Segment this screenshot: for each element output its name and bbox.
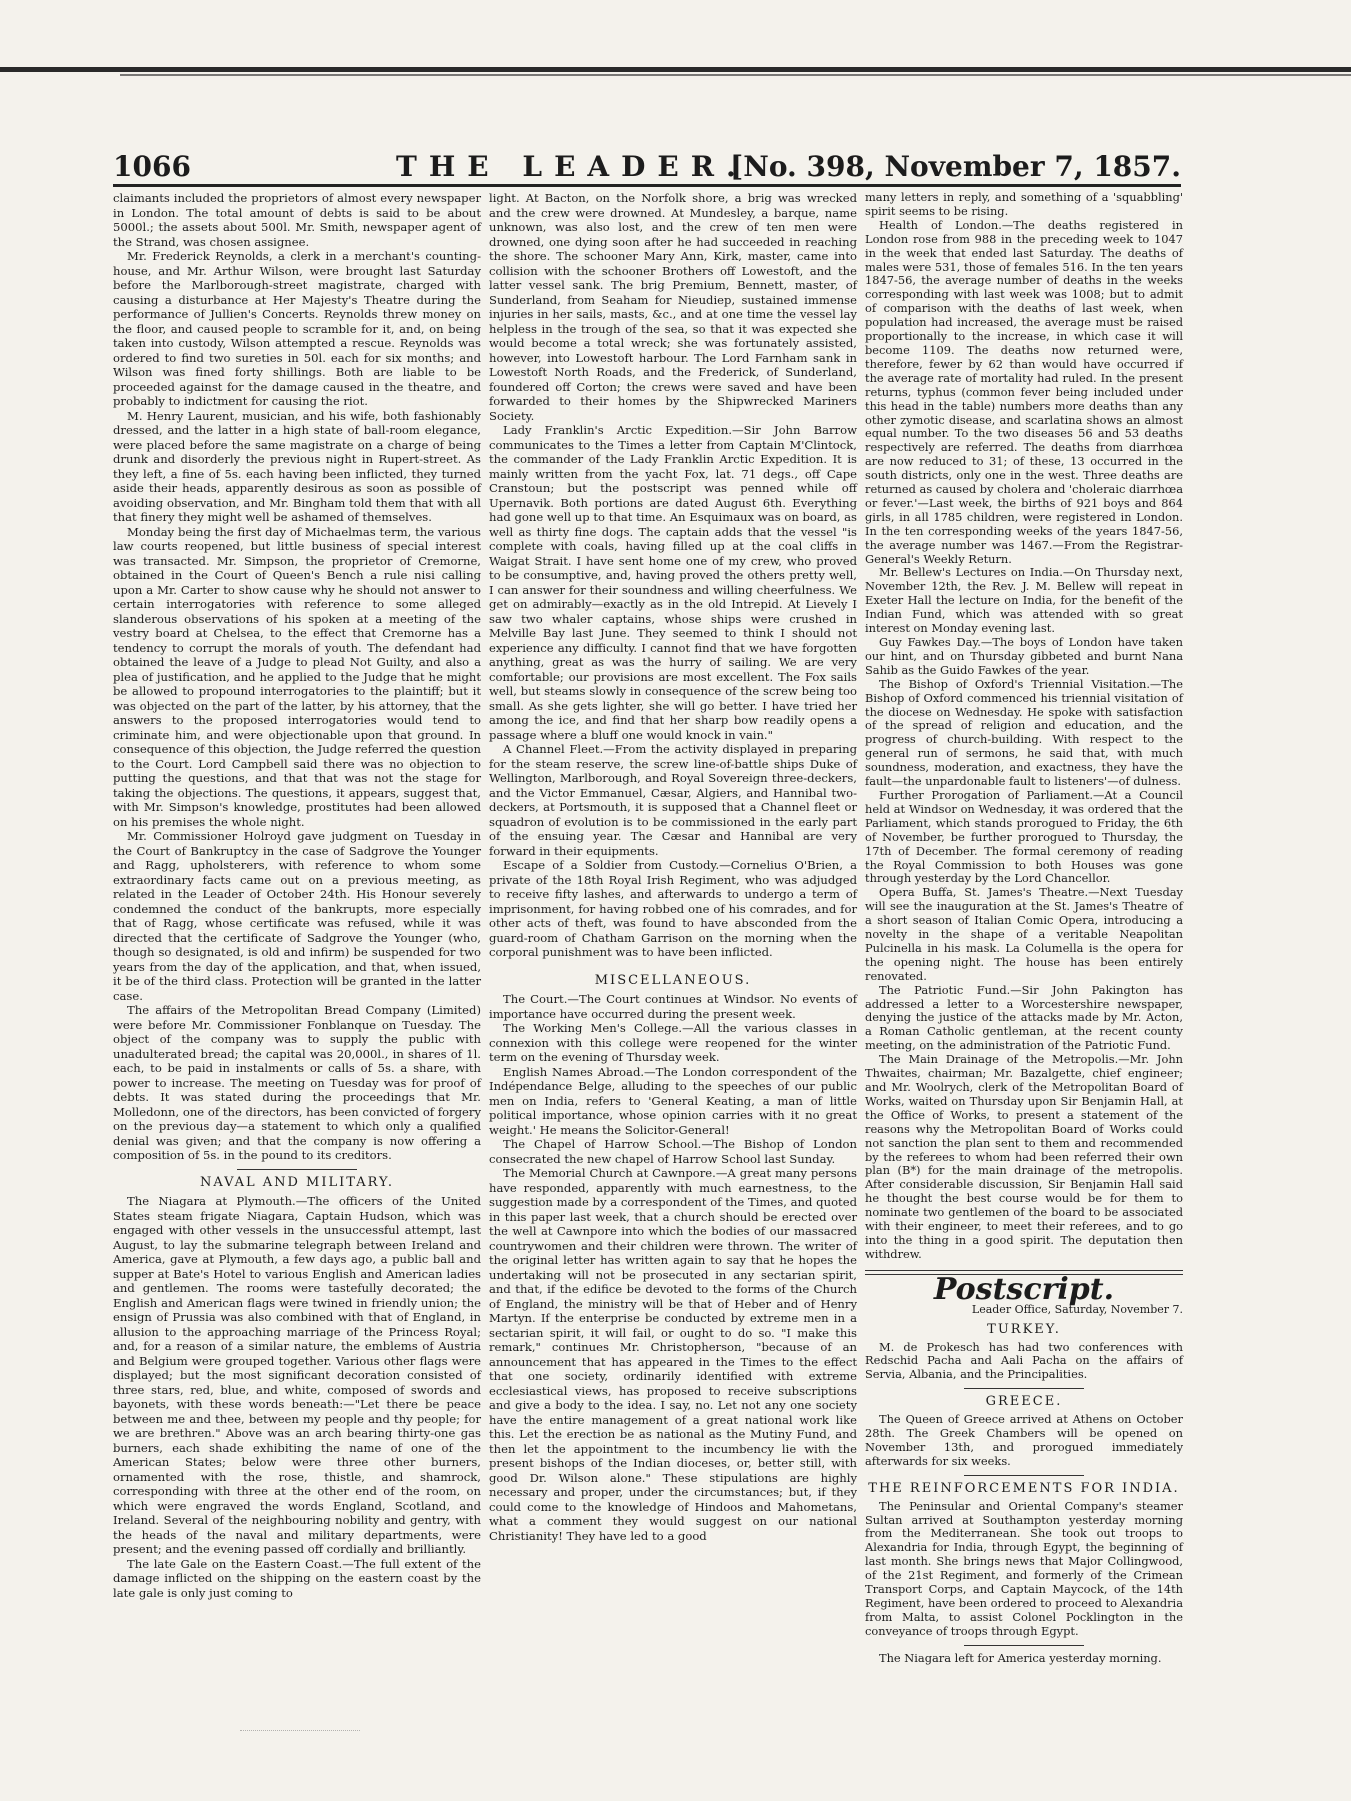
paragraph: English Names Abroad.—The London correspondent of the Indépendance Belge, alluding to the speeches of our public men on India, refers to 'General Keating, a man of little political importance, whose opinion carries with it no great weight.' He means the Solicitor-General! bbox=[489, 1064, 857, 1137]
paragraph: The Niagara left for America yesterday morning. bbox=[879, 1650, 1162, 1665]
section-heading-india: THE REINFORCEMENTS FOR INDIA. bbox=[868, 1480, 1180, 1496]
paragraph: The Chapel of Harrow School.—The Bishop of London consecrated the new chapel of Harrow School last Sunday. bbox=[489, 1137, 857, 1166]
paragraph: Lady Franklin's Arctic Expedition.—Sir John Barrow communicates to the Times a letter from Captain M'Clintock, the commander of the Lady Franklin Arctic Expedition. It is mainly written from the yacht Fox, lat. 71 degs., off Cape Cranstoun; but the postscript was penned while off Upernavik. Both portions are dated August 6th. Everything had gone well up to that time. An Esquimaux was on board, as well as thirty fine dogs. The captain adds that the vessel "is complete with coals, having filled up at the coal cliffs in Waigat Strait. I have sent home one of my crew, who proved to be consumptive, and, having proved the others pretty well, I can answer for their soundness and willing cheerfulness. We get on admirably—exactly as in the old Intrepid. At Lievely I saw two whaler captains, whose ships were crushed in Melville Bay last June. They seemed to think I should not experience any difficulty. I cannot find that we have forgotten anything, great as was the hurry of sailing. We are very comfortable; our provisions are most excellent. The Fox sails well, but steams slowly in consequence of the screw being too small. As she gets lighter, she will go better. I have tried her among the ice, and find that her sharp bow readily opens a passage where a bluff one would knock in vain." bbox=[489, 423, 857, 742]
paragraph: Health of London.—The deaths registered in London rose from 988 in the preceding week to 1047 in the week that ended last Saturday. The deaths of males were 531, those of females 516. In the ten years 1847-56, the average number of deaths in the weeks corresponding with last week was 1008; but to admit of comparison with the deaths of last week, when population had increased, the average must be raised proportionally to the increase, in which case it will become 1109. The deaths now returned were, therefore, fewer by 62 than would have occurred if the average rate of mortality had ruled. In the present returns, typhus (common fever being included under this head in the table) numbers more deaths than any other zymotic disease, and scarlatina shows an almost equal number. To the two diseases 56 and 53 deaths respectively are referred. The deaths from diarrhœa are now reduced to 31; of these, 13 occurred in the south districts, only one in the west. Three deaths are returned as caused by cholera and 'choleraic diarrhœa or fever.'—Last week, the births of 921 boys and 864 girls, in all 1785 children, were registered in London. In the ten corresponding weeks of the years 1847-56, the average number was 1467.—From the Registrar-General's Weekly Return. bbox=[865, 217, 1183, 566]
section-heading-turkey: TURKEY. bbox=[987, 1321, 1061, 1337]
paragraph: Further Prorogation of Parliament.—At a Council held at Windsor on Wednesday, it was ordered that the Parliament, which stands prorogued to Friday, the 6th of November, be further prorogued to Thursday, the 17th of December. The formal ceremony of reading the Royal Commission to both Houses was gone through yesterday by the Lord Chancellor. bbox=[865, 787, 1183, 886]
section-heading-miscellaneous: MISCELLANEOUS. bbox=[594, 972, 752, 988]
header-rule bbox=[113, 184, 1181, 187]
section-divider bbox=[237, 1169, 357, 1170]
top-rule-secondary bbox=[120, 74, 1351, 76]
top-rule bbox=[0, 67, 1351, 72]
column-right bbox=[865, 191, 1183, 1666]
paragraph: M. Henry Laurent, musician, and his wife, both fashionably dressed, and the latter in a high state of ball-room elegance, were placed before the same magistrate on a charge of being drunk and disorderly the previous night in Rupert-street. As they left, a fine of 5s. each having been inflicted, they turned aside their heads, apparently desirous as soon as possible of avoiding observation, and Mr. Bingham told them that with all that finery they might well be ashamed of themselves. bbox=[113, 408, 481, 524]
section-heading-greece: GREECE. bbox=[985, 1394, 1063, 1410]
paragraph: The Working Men's College.—All the various classes in connexion with this college were reopened for the winter term on the evening of Thursday week. bbox=[489, 1021, 857, 1064]
paragraph: Escape of a Soldier from Custody.—Cornelius O'Brien, a private of the 18th Royal Irish Regiment, who was adjudged to receive fifty lashes, and afterwards to undergo a term of imprisonment, for having robbed one of his comrades, and for other acts of theft, was found to have absconded from the guard-room of Chatham Garrison on the morning when the corporal punishment was to have been inflicted. bbox=[489, 858, 857, 959]
section-divider bbox=[964, 1645, 1084, 1646]
section-divider bbox=[964, 1388, 1084, 1389]
paragraph: Mr. Bellew's Lectures on India.—On Thursday next, November 12th, the Rev. J. M. Bellew will repeat in Exeter Hall the lecture on India, for the benefit of the Indian Fund, which was attended with so great interest on Monday evening last. bbox=[865, 565, 1183, 636]
paragraph: Mr. Commissioner Holroyd gave judgment on Tuesday in the Court of Bankruptcy in the case of Sadgrove the Younger and Ragg, upholsterers, with reference to whom some extraordinary facts came out on a previous meeting, as related in the Leader of October 24th. His Honour severely condemned the conduct of the bankrupts, more especially that of Ragg, whose certificate was refused, while it was directed that the certificate of Sadgrove the Younger (who, though so designated, is old and infirm) be suspended for two years from the day of the application, and that, when issued, it be of the third class. Protection will be granted in the latter case. bbox=[113, 829, 481, 1003]
paragraph: The Memorial Church at Cawnpore.—A great many persons have responded, apparently with much earnestness, to the suggestion made by a correspondent of the Times, and quoted in this paper last week, that a church should be erected over the well at Cawnpore into which the bodies of our massacred countrywomen and their children were thrown. The writer of the original letter has written again to say that he hopes the undertaking will not be prosecuted in any sectarian spirit, and that, if the edifice be devoted to the forms of the Church of England, the ministry will be that of Heber and of Henry Martyn. If the enterprise be conducted by extreme men in a sectarian spirit, it will fail, or ought to do so. "I make this remark," continues Mr. Christopherson, "because of an announcement that has appeared in the Times to the effect that one society, ordinarily identified with extreme ecclesiastical views, has proposed to receive subscriptions and give a body to the idea. I say, no. Let not any one society have the entire management of a great national work like this. Let the erection be as national as the Mutiny Fund, and then let the appointment to the incumbency lie with the present bishops of the Indian dioceses, or, better still, with good Dr. Wilson alone." These stipulations are highly necessary and proper, under the circumstances; but, if they could come to the knowledge of Hindoos and Mahometans, what a comment they would suggest on our national Christianity! They have led to a good bbox=[489, 1166, 857, 1543]
paragraph: The Peninsular and Oriental Company's steamer Sultan arrived at Southampton yesterday morning from the Mediterranean. She took out troops to Alexandria for India, through Egypt, the beginning of last month. She brings news that Major Collingwood, of the 21st Regiment, and formerly of the Crimean Transport Corps, and Captain Maycock, of the 14th Regiment, have been ordered to proceed to Alexandria from Malta, to assist Colonel Pocklington in the conveyance of troops through Egypt. bbox=[865, 1498, 1183, 1638]
issue-line: [No. 398, November 7, 1857. bbox=[730, 150, 1181, 183]
column-middle bbox=[489, 191, 857, 1543]
paragraph: A Channel Fleet.—From the activity displayed in preparing for the steam reserve, the screw line-of-battle ships Duke of Wellington, Marlborough, and Royal Sovereign three-deckers, and the Victor Emmanuel, Cæsar, Algiers, and Hannibal two-deckers, at Portsmouth, it is supposed that a Channel fleet or squadron of evolution is to be commissioned in the early part of the ensuing year. The Cæsar and Hannibal are very forward in their equipments. bbox=[489, 742, 857, 858]
paragraph: The affairs of the Metropolitan Bread Company (Limited) were before Mr. Commissioner Fonblanque on Tuesday. The object of the company was to supply the public with unadulterated bread; the capital was 20,000l., in shares of 1l. each, to be paid in instalments or calls of 5s. a share, with power to increase. The meeting on Tuesday was for proof of debts. It was stated during the proceedings that Mr. Molledonn, one of the directors, has been convicted of forgery on the previous day—a statement to which only a qualified denial was given; and that the company is now offering a composition of 5s. in the pound to its creditors. bbox=[113, 1003, 481, 1162]
paragraph: The Queen of Greece arrived at Athens on October 28th. The Greek Chambers will be opened on November 13th, and prorogued immediately afterwards for six weeks. bbox=[865, 1412, 1183, 1468]
paragraph: The late Gale on the Eastern Coast.—The full extent of the damage inflicted on the shipping on the eastern coast by the late gale is only just coming to bbox=[113, 1556, 481, 1600]
paragraph: The Niagara at Plymouth.—The officers of the United States steam frigate Niagara, Captain Hudson, which was engaged with other vessels in the unsuccessful attempt, last August, to lay the submarine telegraph between Ireland and America, gave at Plymouth, a few days ago, a public ball and supper at Bate's Hotel to various English and American ladies and gentlemen. The rooms were tastefully decorated; the English and American flags were twined in friendly union; the ensign of Prussia was also combined with that of England, in allusion to the approaching marriage of the Princess Royal; and, for a reason of a similar nature, the emblems of Austria and Belgium were grouped together. Various other flags were displayed; but the most significant decoration consisted of three stars, red, blue, and white, composed of swords and bayonets, with these words beneath:—"Let there be peace between me and thee, between my people and thy people; for we are brethren." Above was an arch bearing thirty-one gas burners, each shade exhibiting the name of one of the American States; below were three other burners, ornamented with the rose, thistle, and shamrock, corresponding with three at the other end of the room, on which were engraved the words England, Scotland, and Ireland. Several of the neighbouring nobility and gentry, with the heads of the naval and military departments, were present; and the evening passed off cordially and brilliantly. bbox=[113, 1194, 481, 1556]
paragraph: Opera Buffa, St. James's Theatre.—Next Tuesday will see the inauguration at the St. James's Theatre of a short season of Italian Comic Opera, introducing a novelty in the shape of a veritable Neapolitan Pulcinella in his mask. La Columella is the opera for the opening night. The house has been entirely renovated. bbox=[865, 885, 1183, 983]
section-heading-naval: NAVAL AND MILITARY. bbox=[199, 1174, 395, 1190]
paragraph: Monday being the first day of Michaelmas term, the various law courts reopened, but little business of special interest was transacted. Mr. Simpson, the proprietor of Cremorne, obtained in the Court of Queen's Bench a rule nisi calling upon a Mr. Carter to show cause why he should not answer to certain interrogatories with reference to some alleged slanderous observations of his spoken at a meeting of the vestry board at Chelsea, to the effect that Cremorne has a tendency to corrupt the morals of youth. The defendant had obtained the leave of a Judge to plead Not Guilty, and also a plea of justification, and he applied to the Judge that he might be allowed to propound interrogatories to the plaintiff; but it was objected on the part of the latter, by his attorney, that the answers to the proposed interrogatories would tend to criminate him, and were objectionable upon that ground. In consequence of this objection, the Judge referred the question to the Court. Lord Campbell said there was no objection to putting the questions, and that that was not the stage for taking the objections. The questions, it appears, suggest that, with Mr. Simpson's knowledge, prostitutes had been allowed on his premises the whole night. bbox=[113, 524, 481, 829]
dateline: Leader Office, Saturday, November 7. bbox=[971, 1302, 1183, 1316]
paragraph: many letters in reply, and something of a 'squabbling' spirit seems to be rising. bbox=[865, 190, 1183, 218]
column-left bbox=[113, 191, 481, 1600]
paragraph: The Bishop of Oxford's Triennial Visitation.—The Bishop of Oxford commenced his triennial visitation of the diocese on Wednesday. He spoke with satisfaction of the spread of religion and education, and the progress of church-building. With respect to the general run of sermons, he said that, with much soundness, moderation, and exactness, they have the fault—the unpardonable fault to listeners'—of dulness. bbox=[865, 676, 1183, 789]
page-header bbox=[113, 150, 1181, 186]
masthead-title: THE LEADER. bbox=[396, 150, 748, 183]
paragraph: The Patriotic Fund.—Sir John Pakington has addressed a letter to a Worcestershire newspaper, denying the justice of the attacks made by Mr. Acton, a Roman Catholic gentleman, at the recent county meeting, on the administration of the Patriotic Fund. bbox=[865, 982, 1183, 1053]
paragraph: M. de Prokesch has had two conferences with Redschid Pacha and Aali Pacha on the affairs of Servia, Albania, and the Principalities. bbox=[865, 1339, 1183, 1382]
paragraph: The Main Drainage of the Metropolis.—Mr. John Thwaites, chairman; Mr. Bazalgette, chief engineer; and Mr. Woolrych, clerk of the Metropolitan Board of Works, waited on Thursday upon Sir Benjamin Hall, at the Office of Works, to present a statement of the reasons why the Metropolitan Board of Works could not sanction the plan sent to them and recommended by the referees to whom had been referred their own plan (B*) for the main drainage of the metropolis. After considerable discussion, Sir Benjamin Hall said he thought the best course would be for them to nominate two gentlemen of the board to be associated with their engineer, to meet their referees, and to go into the thing in a good spirit. The deputation then withdrew. bbox=[865, 1052, 1183, 1261]
section-divider bbox=[964, 1475, 1084, 1476]
paragraph: The Court.—The Court continues at Windsor. No events of importance have occurred during the present week. bbox=[489, 992, 857, 1021]
paragraph: Mr. Frederick Reynolds, a clerk in a merchant's counting-house, and Mr. Arthur Wilson, were brought last Saturday before the Marlborough-street magistrate, charged with causing a disturbance at Her Majesty's Theatre during the performance of Jullien's Concerts. Reynolds threw money on the floor, and caused people to scramble for it, and, on being taken into custody, Wilson attempted a rescue. Reynolds was ordered to find two sureties in 50l. each for six months; and Wilson was fined forty shillings. Both are liable to be proceeded against for the damage caused in the theatre, and probably to indictment for causing the riot. bbox=[113, 249, 481, 408]
paragraph: light. At Bacton, on the Norfolk shore, a brig was wrecked and the crew were drowned. At Mundesley, a barque, name unknown, was also lost, and the crew of ten men were drowned, one dying soon after he had succeeded in reaching the shore. The schooner Mary Ann, Kirk, master, came into collision with the schooner Brothers off Lowestoft, and the latter vessel sank. The brig Premium, Bennett, master, of Sunderland, from Seaham for Nieudiep, sustained immense injuries in her sails, masts, &c., and at one time the vessel lay helpless in the trough of the sea, so that it was expected she would become a total wreck; she was fortunately assisted, however, into Lowestoft harbour. The Lord Farnham sank in Lowestoft North Roads, and the Frederick, of Sunderland, foundered off Corton; the crews were saved and have been forwarded to their homes by the Shipwrecked Mariners Society. bbox=[489, 191, 857, 423]
bottom-smudge bbox=[240, 1730, 360, 1737]
postscript-heading: Postscript. bbox=[933, 1271, 1115, 1307]
paragraph: Guy Fawkes Day.—The boys of London have taken our hint, and on Thursday gibbeted and burnt Nana Sahib as the Guido Fawkes of the year. bbox=[865, 635, 1183, 677]
paragraph: claimants included the proprietors of almost every newspaper in London. The total amount of debts is said to be about 5000l.; the assets about 500l. Mr. Smith, newspaper agent of the Strand, was chosen assignee. bbox=[113, 191, 481, 249]
page-number: 1066 bbox=[113, 150, 191, 183]
